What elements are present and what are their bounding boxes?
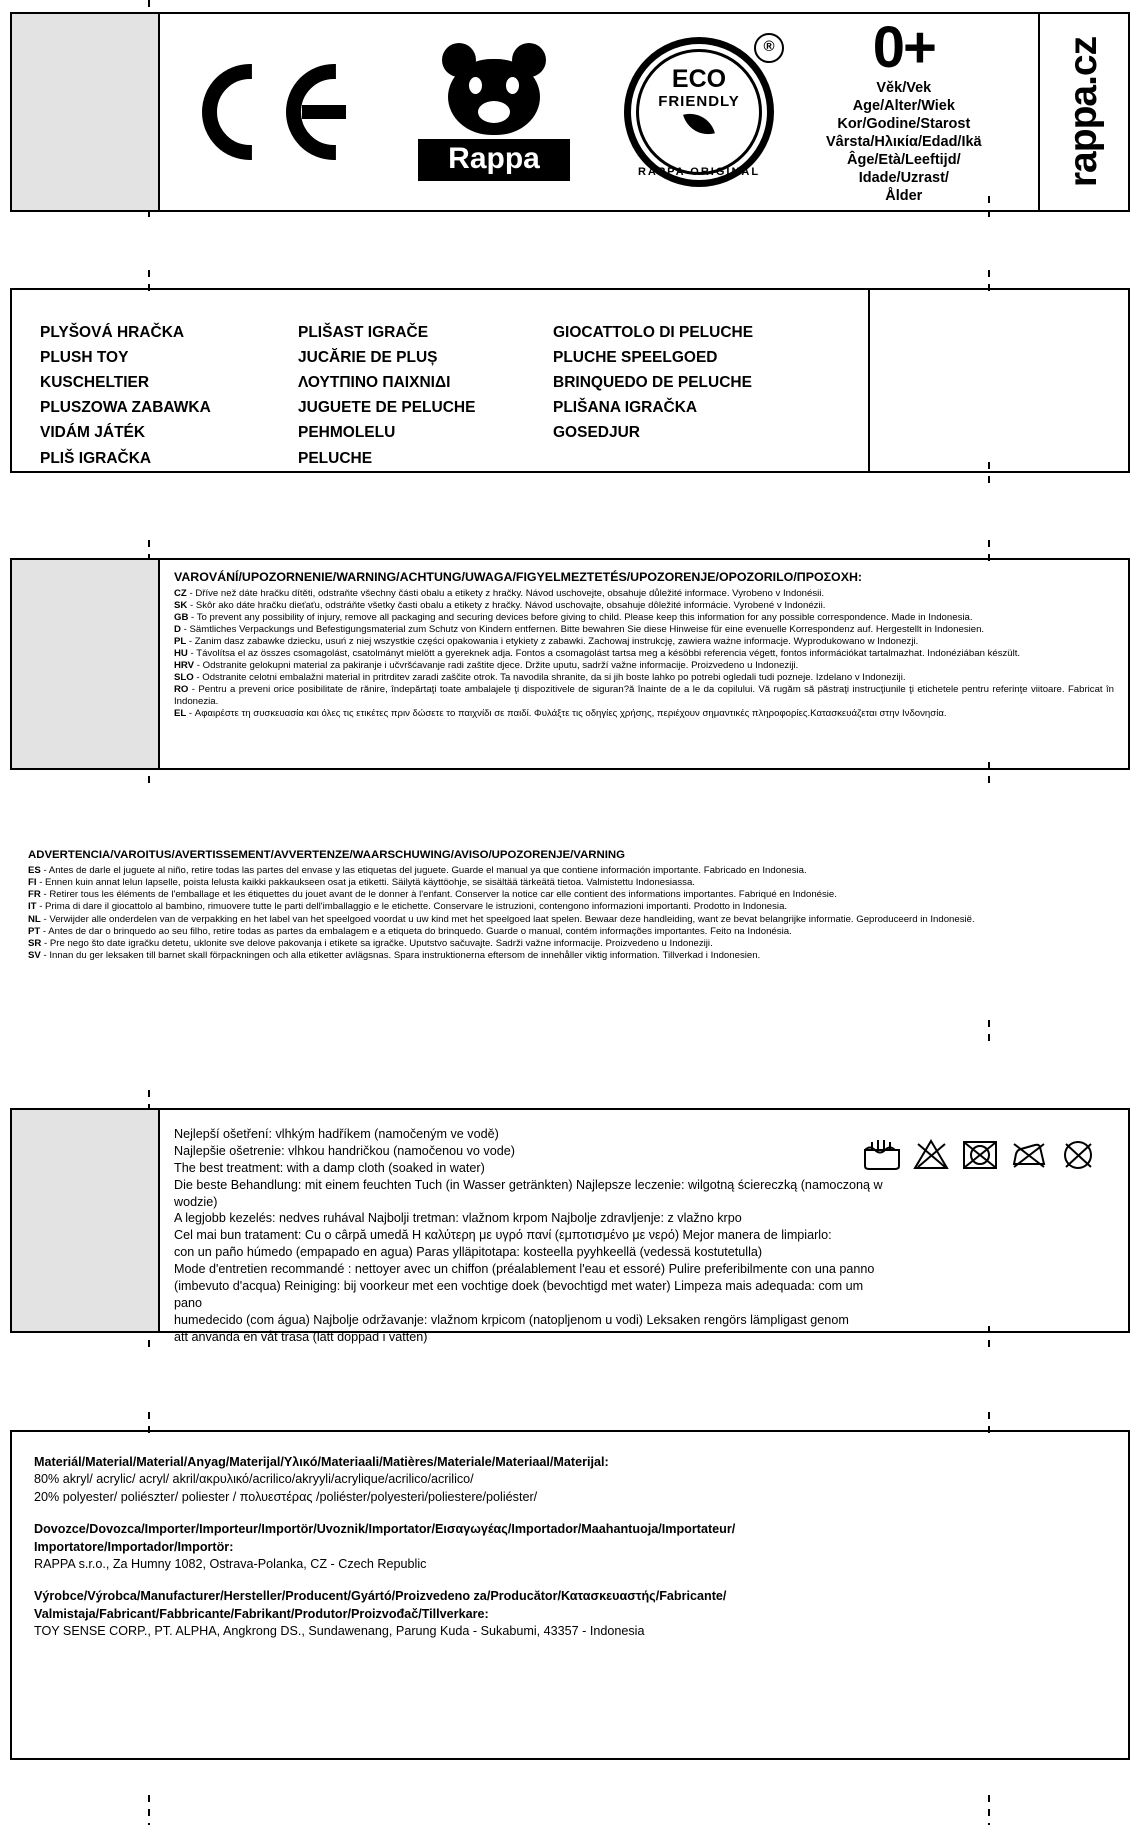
age-label: Âge/Età/Leeftijd/ xyxy=(847,152,961,169)
material-composition: 80% akryl/ acrylic/ acryl/ akril/ακρυλικό/acrilico/akryyli/acrylique/acrilico/acrilico/ xyxy=(34,1472,474,1487)
product-name: PLIŠANA IGRAČKA xyxy=(553,399,698,417)
warning-paragraph: SLO - Odstranite celotni embalažni material in pritrditev zaradi zaščite otrok. Ta navodila shranite, da si jih boste lahko po potrebi ogledali tudi pozneje. Izdelano v Indoneziji. xyxy=(174,672,906,684)
warning-paragraph: PL - Zanim dasz zabawke dziecku, usuń z niej wszystkie części opakowania i etykiety z zabawki. Zachowaj instrukcję, zawiera ważne informacje. Wyprodukowano w Indonezji. xyxy=(174,635,919,647)
care-grey-panel xyxy=(12,1110,160,1331)
manufacturer-title: Výrobce/Výrobca/Manufacturer/Hersteller/Producent/Gyártó/Proizvedeno za/Producător/Κατασκευαστής/Fabricante/ xyxy=(34,1589,727,1604)
product-name: JUGUETE DE PELUCHE xyxy=(298,399,476,417)
product-name: VIDÁM JÁTÉK xyxy=(40,424,146,442)
crop-guide xyxy=(988,1020,990,1046)
advertencia-paragraph: SV - Innan du ger leksaken till barnet skall förpackningen och alla etiketter avlägsnas. Spara instruktionerna eftersom de innehåller viktig information. Tillverkad i Indonesien. xyxy=(28,950,761,962)
age-value: 0+ xyxy=(872,14,935,80)
warning-title: VAROVÁNÍ/UPOZORNENIE/WARNING/ACHTUNG/UWAGA/FIGYELMEZTETÉS/UPOZORENJE/OPOZORILO/ΠΡΟΣΟΧΗ: xyxy=(174,570,863,584)
product-name: KUSCHELTIER xyxy=(40,374,150,392)
product-names-column-1 xyxy=(40,320,298,471)
care-instructions-box xyxy=(10,1108,1130,1344)
advertencia-paragraph: IT - Prima di dare il giocattolo al bambino, rimuovere tutte le parti dell'imballaggio e le etichette. Conservare le istruzioni, contengono informazioni importanti. Prodotto in Indonesia. xyxy=(28,901,788,913)
eco-label: ECO xyxy=(671,65,727,93)
importer-value: RAPPA s.r.o., Za Humny 1082, Ostrava-Polanka, CZ - Czech Republic xyxy=(34,1556,427,1571)
crop-guide xyxy=(148,1795,150,1825)
rappa-logo xyxy=(418,43,570,181)
warning-paragraph: HU - Távolítsa el az összes csomagolást, csatolmányt mielött a gyereknek adja. Fontos a csomagolást tartsa meg a késöbbi referencia végett, fontos információkat tartalmazhat. Indonéziában készült. xyxy=(174,648,1021,660)
product-name: PLIŠ IGRAČKA xyxy=(40,449,152,467)
product-name: PEHMOLELU xyxy=(298,424,396,442)
product-name: JUCĂRIE DE PLUȘ xyxy=(298,349,438,367)
care-line: A legjobb kezelés: nedves ruhával Najbolji tretman: vlažnom krpom Najbolje zdravljenje: z vlažno krpo xyxy=(174,1211,742,1226)
product-name: GIOCATTOLO DI PELUCHE xyxy=(553,324,754,341)
advertencia-title: ADVERTENCIA/VAROITUS/AVERTISSEMENT/AVVERTENZE/WAARSCHUWING/AVISO/UPOZORENJE/VARNING xyxy=(28,849,625,861)
care-line: Cel mai bun tratament: Cu o cârpă umedă Η καλύτερη με υγρό πανί (εμποτισμένο με νερό) Mejor manera de limpiarlo: xyxy=(174,1228,832,1243)
hand-wash-icon xyxy=(862,1138,902,1172)
age-block xyxy=(826,14,982,206)
do-not-bleach-icon xyxy=(911,1138,951,1172)
product-name: PLUSZOWA ZABAWKA xyxy=(40,399,211,417)
product-name: PLUSH TOY xyxy=(40,349,129,367)
care-line: humedecido (com água) Najbolje održavanje: vlažnom krpicom (natopljenom u vodi) Leksaken rengörs lämpligast genom xyxy=(174,1312,849,1327)
warning-paragraph: GB - To prevent any possibility of injury, remove all packaging and securing devices before giving to child. Please keep this information for any possible correspondence. Made in Indonesia. xyxy=(174,611,973,623)
material-composition: 20% polyester/ poliészter/ poliester / πολυεστέρας /poliéster/polyesteri/poliestere/poliéster/ xyxy=(34,1489,538,1504)
header-content xyxy=(160,14,1038,210)
advertencia-paragraph: PT - Antes de dar o brinquedo ao seu filho, retire todas as partes da embalagem e a etiqueta do brinquedo. Guarde o manual, contém informações importantes. Feito na Indonésia. xyxy=(28,925,792,937)
care-line: The best treatment: with a damp cloth (soaked in water) xyxy=(174,1160,485,1175)
importer-title-2: Importatore/Importador/Importör: xyxy=(34,1539,234,1554)
care-line: Najlepšie ošetrenie: vlhkou handričkou (namočenou vo vode) xyxy=(174,1143,515,1158)
age-label: Vârsta/Ηλικία/Edad/Ikä xyxy=(826,133,982,150)
age-label: Age/Alter/Wiek xyxy=(852,97,955,114)
advertencia-paragraph: NL - Verwijder alle onderdelen van de verpakking en het label van het speelgoed voordat u uw kind met het speelgoed laat spelen. Bewaar deze handleiding, want ze bevat belangrijke informatie. Geproduceerd in Indonesië. xyxy=(28,913,975,925)
advertencia-paragraph: ES - Antes de darle el juguete al niño, retire todas las partes del envase y las etiquetas del juguete. Guarde el manual ya que contiene información importante. Fabricado en Indonesia. xyxy=(28,864,807,876)
care-symbols xyxy=(862,1138,1098,1172)
product-name: PLUCHE SPEELGOED xyxy=(553,349,718,367)
warning-paragraph: EL - Αφαιρέστε τη συσκευασία και όλες τις ετικέτες πριν δώσετε το παιχνίδι σε παιδί. Φυλάξτε τις οδηγίες χρήσης, περιέχουν σημαντικές πληροφορίες.Κατασκευάζεται στην Ινδονησία. xyxy=(174,708,947,720)
care-line: con un paño húmedo (empapado en agua) Paras ylläpitotapa: kosteella pyyhkeellä (vedessä kostutetulla) xyxy=(174,1245,763,1260)
product-name: ΛΟΥΤΠΙΝΟ ΠΑΙΧΝΙΔΙ xyxy=(298,374,451,392)
age-labels xyxy=(826,79,982,206)
warning-paragraph: SK - Skôr ako dáte hračku dieťaťu, odstráňte všetky časti obalu a etikety z hračky. Návod uschovajte, obsahuje dôležité informácie. Vyrobené v Indonézii. xyxy=(174,599,826,611)
advertencia-paragraph: SR - Pre nego što date igračku detetu, uklonite sve delove pakovanja i etikete sa igračke. Uputstvo sačuvajte. Sadrži važne informacije. Proizvedeno u Indoneziji. xyxy=(28,938,713,950)
manufacturer-title-2: Valmistaja/Fabricant/Fabbricante/Fabrikant/Produtor/Proizvođač/Tillverkare: xyxy=(34,1606,489,1621)
age-label: Idade/Uzrast/ xyxy=(858,170,949,187)
do-not-iron-icon xyxy=(1009,1138,1049,1172)
rappa-wordmark: Rappa xyxy=(418,139,570,181)
care-line: Nejlepší ošetření: vlhkým hadříkem (namočeným ve vodě) xyxy=(174,1127,499,1141)
do-not-dry-clean-icon xyxy=(1058,1138,1098,1172)
warning-grey-panel xyxy=(12,560,160,768)
age-label: Kor/Godine/Starost xyxy=(837,115,971,132)
importer-title: Dovozce/Dovozca/Importer/Importeur/Importör/Uvoznik/Importator/Εισαγωγέας/Importador/Maahantuoja/Importateur/ xyxy=(34,1522,736,1537)
care-line: Die beste Behandlung: mit einem feuchten Tuch (in Wasser getränkten) Najlepsze leczenie: wilgotną ściereczką (namoczoną w wodzie) xyxy=(174,1177,883,1209)
product-names-column-3 xyxy=(553,320,853,471)
age-label: Ålder xyxy=(885,188,923,205)
product-names-column-2 xyxy=(298,320,553,471)
care-line: Mode d'entretien recommandé : nettoyer avec un chiffon (préalablement l'eau et essoré) Pulire preferibilmente con una panno xyxy=(174,1262,875,1276)
ce-mark-icon xyxy=(202,64,360,160)
product-name: PELUCHE xyxy=(298,449,373,467)
header-grey-panel xyxy=(12,14,160,210)
crop-guide xyxy=(988,1795,990,1825)
warning-paragraph: RO - Pentru a preveni orice posibilitate de rănire, îndepărtaţi toate ambalajele ţi dispozitivele de siguran?ă înainte de a le da copilului. Vă rugăm să păstraţi instrucţiunile ţi etichetele pentru referinţe viitoare. Fabricat în Indonezia. xyxy=(174,684,1114,708)
warning-box xyxy=(10,558,1130,770)
advertencia-block xyxy=(28,848,1113,963)
product-name: PLIŠAST IGRAČE xyxy=(298,324,429,341)
registered-trademark-icon: ® xyxy=(754,33,784,63)
product-name: PLYŠOVÁ HRAČKA xyxy=(40,324,185,341)
warning-paragraph: HRV - Odstranite gelokupni material za pakiranje i učvršćavanje radi zaštite djece. Držite uputu, sadrží važne informacije. Proizvedeno u Indoneziji. xyxy=(174,660,799,672)
age-label: Věk/Vek xyxy=(876,79,932,96)
header-band xyxy=(10,12,1130,212)
eco-friendly-badge xyxy=(624,37,774,187)
product-name: BRINQUEDO DE PELUCHE xyxy=(553,374,752,392)
material-box xyxy=(10,1430,1130,1760)
care-text xyxy=(174,1126,894,1345)
product-names-blank-cell xyxy=(868,290,1128,471)
product-name: GOSEDJUR xyxy=(553,424,640,442)
material-title: Materiál/Material/Material/Anyag/Materijal/Υλικó/Materiaali/Matières/Materiale/Materiaal/Materijal: xyxy=(34,1455,609,1469)
eco-friendly-label: FRIENDLY xyxy=(658,93,740,110)
care-line: (imbevuto d'acqua) Reiniging: bij voorkeur met een vochtige doek (bevochtigd met water) Limpeza mais adequada: com um pano xyxy=(174,1278,864,1310)
advertencia-paragraph: FI - Ennen kuin annat lelun lapselle, poista lelusta kaikki pakkaukseen osat ja etiketti. Säilytä käyttöohje, se sisältää tärkeätä tietoa. Valmistettu Indonesiassa. xyxy=(28,876,695,888)
website-panel xyxy=(1038,14,1128,210)
eco-arc-label: RAPPA ORIGINAL xyxy=(637,166,761,178)
manufacturer-value: TOY SENSE CORP., PT. ALPHA, Angkrong DS., Sundawenang, Parung Kuda - Sukabumi, 43357 - Indonesia xyxy=(34,1624,645,1638)
website-label: rappa.cz xyxy=(1062,36,1106,188)
warning-text xyxy=(160,560,1128,768)
do-not-tumble-dry-icon xyxy=(960,1138,1000,1172)
product-names-box xyxy=(10,288,1130,473)
warning-paragraph: D - Sämtliches Verpackungs und Befestigungsmaterial zum Schutz von Kindern entfernen. Bitte bewahren Sie diese Hinweise für eine evenuelle Korrespondenz auf. Hergestellt in Indonesien. xyxy=(174,623,985,635)
warning-paragraph: CZ - Dříve než dáte hračku dítěti, odstraňte všechny části obalu a etikety z hračky. Návod uschovejte, obsahuje důležité informace. Vyrobeno v Indonésii. xyxy=(174,587,825,599)
advertencia-paragraph: FR - Retirer tous les éléments de l'emballage et les étiquettes du jouet avant de le donner à l'enfant. Conserver la notice car elle contient des informations importantes. Fabriqué en Indonésie. xyxy=(28,889,837,901)
bear-icon xyxy=(440,43,548,135)
care-line: att använda en våt trasa (lätt doppad i vatten) xyxy=(174,1329,428,1344)
